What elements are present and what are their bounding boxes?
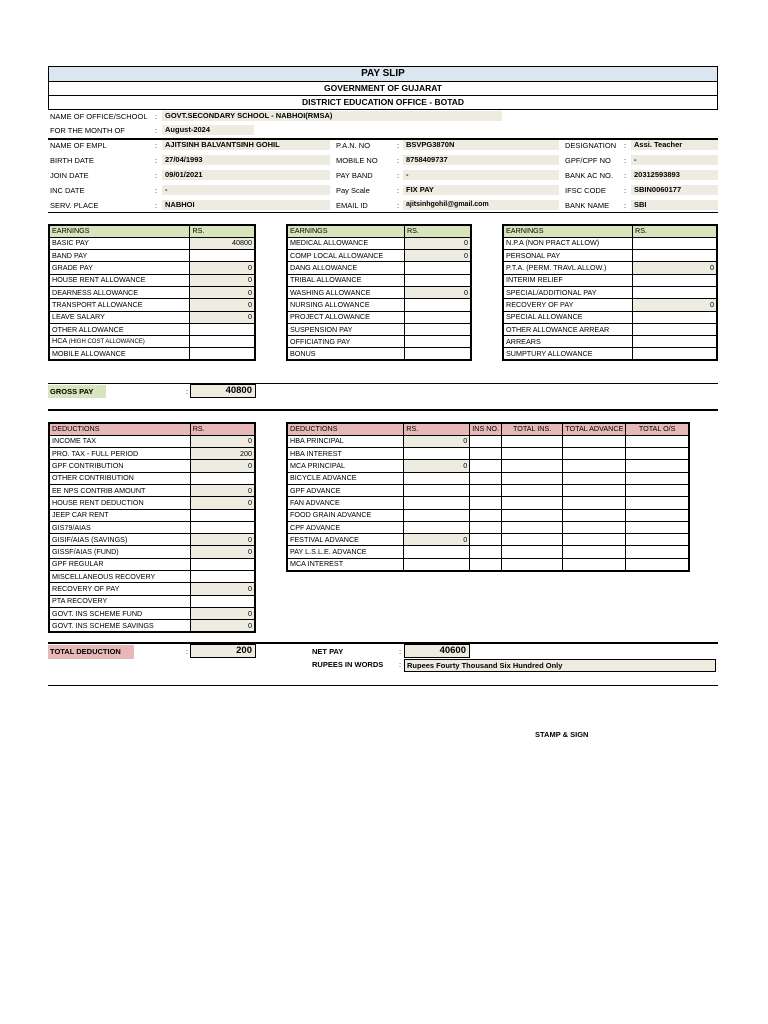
empty-cell <box>563 558 626 570</box>
empty-cell <box>563 460 626 472</box>
deduction-label: FOOD GRAIN ADVANCE <box>287 509 404 521</box>
birth-label: BIRTH DATE <box>50 156 94 165</box>
email-value: ajitsinhgohil@gmail.com <box>403 200 559 210</box>
empty-cell <box>470 448 502 460</box>
empty-cell <box>502 484 563 496</box>
colon: : <box>397 186 400 195</box>
empty-cell <box>470 497 502 509</box>
net-pay-value: 40600 <box>404 644 470 658</box>
empty-cell <box>626 521 689 533</box>
empty-cell <box>626 509 689 521</box>
earning-label: MEDICAL ALLOWANCE <box>287 237 404 249</box>
empty-cell <box>626 534 689 546</box>
divider <box>48 409 718 411</box>
colon: : <box>155 171 158 180</box>
deduction-value <box>404 484 470 496</box>
colon: : <box>624 186 627 195</box>
band-value: - <box>403 170 559 180</box>
inc-label: INC DATE <box>50 186 85 195</box>
empty-cell <box>563 546 626 558</box>
earning-value <box>633 250 717 262</box>
deduction-value <box>190 571 255 583</box>
earning-value <box>633 348 717 360</box>
earning-label: SUMPTURY ALLOWANCE <box>503 348 633 360</box>
deductions-table-2 <box>286 422 690 572</box>
earning-value: 0 <box>404 250 471 262</box>
earnings-table-3 <box>502 224 718 361</box>
colon: : <box>397 141 400 150</box>
deduction-label: GISIF/AIAS (SAVINGS) <box>49 534 190 546</box>
inc-value: - <box>162 185 330 195</box>
earnings-head: EARNINGS <box>49 225 190 237</box>
government-title: GOVERNMENT OF GUJARAT <box>48 82 718 96</box>
band-label: PAY BAND <box>336 171 373 180</box>
bank-name-value: SBI <box>631 200 718 210</box>
rs-head: RS. <box>404 423 470 435</box>
pan-value: BSVPG3870N <box>403 140 559 150</box>
deduction-label: HBA PRINCIPAL <box>287 435 404 447</box>
earning-label: SUSPENSION PAY <box>287 323 404 335</box>
deduction-label: PAY L.S.L.E. ADVANCE <box>287 546 404 558</box>
deduction-value <box>190 472 255 484</box>
deductions-head: DEDUCTIONS <box>49 423 190 435</box>
place-label: SERV. PLACE <box>50 201 99 210</box>
divider <box>48 383 718 384</box>
earning-value: 0 <box>190 286 255 298</box>
empty-cell <box>563 534 626 546</box>
earning-label: SPECIAL/ADDITIONAL PAY <box>503 286 633 298</box>
stamp-sign: STAMP & SIGN <box>535 730 589 739</box>
hca-sublabel: (HIGH COST ALLOWANCE) <box>68 339 145 346</box>
name-value: AJITSINH BALVANTSINH GOHIL <box>162 140 330 150</box>
deduction-label: FAN ADVANCE <box>287 497 404 509</box>
total-deduction-label: TOTAL DEDUCTION <box>48 645 134 659</box>
colon: : <box>624 201 627 210</box>
earning-label: P.T.A. (PERM. TRAVL ALLOW.) <box>503 262 633 274</box>
deduction-label: MCA PRINCIPAL <box>287 460 404 472</box>
divider <box>48 212 718 213</box>
empty-cell <box>563 484 626 496</box>
earning-label: OTHER ALLOWANCE <box>49 323 190 335</box>
deduction-value: 0 <box>190 620 255 632</box>
earnings-head: EARNINGS <box>287 225 404 237</box>
deduction-label: FESTIVAL ADVANCE <box>287 534 404 546</box>
birth-value: 27/04/1993 <box>162 155 330 165</box>
earning-value <box>404 348 471 360</box>
colon: : <box>399 647 402 656</box>
ins-no-head: INS NO. <box>470 423 502 435</box>
earning-label: OFFICIATING PAY <box>287 336 404 348</box>
total-ins-head: TOTAL INS. <box>502 423 563 435</box>
empty-cell <box>470 546 502 558</box>
office-value: GOVT.SECONDARY SCHOOL - NABHOI(RMSA) <box>162 111 502 121</box>
email-label: EMAIL ID <box>336 201 368 210</box>
deduction-value: 0 <box>190 546 255 558</box>
total-os-head: TOTAL O/S <box>626 423 689 435</box>
colon: : <box>624 141 627 150</box>
deduction-value <box>190 595 255 607</box>
earning-label: HOUSE RENT ALLOWANCE <box>49 274 190 286</box>
month-value: August-2024 <box>162 125 254 135</box>
ifsc-value: SBIN0060177 <box>631 185 718 195</box>
earning-value <box>190 250 255 262</box>
deduction-value <box>404 448 470 460</box>
colon: : <box>399 660 402 669</box>
deduction-label: RECOVERY OF PAY <box>49 583 190 595</box>
colon: : <box>397 201 400 210</box>
gross-pay-label: GROSS PAY <box>48 385 106 398</box>
pay-slip-title: PAY SLIP <box>48 66 718 82</box>
empty-cell <box>470 435 502 447</box>
empty-cell <box>502 435 563 447</box>
deduction-value: 0 <box>190 435 255 447</box>
name-label: NAME OF EMPL <box>50 141 107 150</box>
earning-label: GRADE PAY <box>49 262 190 274</box>
bank-ac-label: BANK AC NO. <box>565 171 613 180</box>
earning-value <box>633 286 717 298</box>
deduction-label: OTHER CONTRIBUTION <box>49 472 190 484</box>
empty-cell <box>502 534 563 546</box>
empty-cell <box>563 521 626 533</box>
empty-cell <box>470 521 502 533</box>
designation-label: DESIGNATION <box>565 141 617 150</box>
gross-pay-value: 40800 <box>190 384 256 398</box>
colon: : <box>155 201 158 210</box>
earning-label: SPECIAL ALLOWANCE <box>503 311 633 323</box>
rupees-in-words-label: RUPEES IN WORDS <box>312 660 384 669</box>
deduction-label: BICYCLE ADVANCE <box>287 472 404 484</box>
earning-value: 0 <box>633 299 717 311</box>
earning-label: TRANSPORT ALLOWANCE <box>49 299 190 311</box>
earning-label: OTHER ALLOWANCE ARREAR <box>503 323 633 335</box>
divider <box>48 138 718 140</box>
earning-value <box>404 262 471 274</box>
deduction-value <box>404 509 470 521</box>
deduction-label: GISSF/AIAS (FUND) <box>49 546 190 558</box>
earning-value <box>633 336 717 348</box>
deduction-value: 0 <box>190 484 255 496</box>
empty-cell <box>502 448 563 460</box>
earnings-table-2 <box>286 224 472 361</box>
bank-ac-value: 20312593893 <box>631 170 718 180</box>
deductions-table-1 <box>48 422 256 633</box>
deduction-value: 0 <box>190 460 255 472</box>
deduction-label: JEEP CAR RENT <box>49 509 190 521</box>
mobile-label: MOBILE NO <box>336 156 378 165</box>
deduction-label: PTA RECOVERY <box>49 595 190 607</box>
total-advance-head: TOTAL ADVANCE <box>563 423 626 435</box>
empty-cell <box>502 509 563 521</box>
join-value: 09/01/2021 <box>162 170 330 180</box>
empty-cell <box>470 558 502 570</box>
earning-label: RECOVERY OF PAY <box>503 299 633 311</box>
earning-value <box>404 299 471 311</box>
empty-cell <box>563 509 626 521</box>
empty-cell <box>563 435 626 447</box>
empty-cell <box>563 472 626 484</box>
earning-label: DANG ALLOWANCE <box>287 262 404 274</box>
colon: : <box>155 126 158 135</box>
earning-value: 0 <box>633 262 717 274</box>
earning-value: 40800 <box>190 237 255 249</box>
earning-value: 0 <box>404 237 471 249</box>
earnings-head: EARNINGS <box>503 225 633 237</box>
earning-label: INTERIM RELIEF <box>503 274 633 286</box>
deduction-label: GPF ADVANCE <box>287 484 404 496</box>
colon: : <box>397 156 400 165</box>
deduction-label: GPF CONTRIBUTION <box>49 460 190 472</box>
empty-cell <box>626 497 689 509</box>
colon: : <box>155 112 158 121</box>
earning-value <box>404 336 471 348</box>
empty-cell <box>502 521 563 533</box>
total-deduction-value: 200 <box>190 644 256 658</box>
empty-cell <box>626 460 689 472</box>
empty-cell <box>502 558 563 570</box>
net-pay-label: NET PAY <box>312 647 344 656</box>
empty-cell <box>470 509 502 521</box>
divider <box>48 642 718 644</box>
deduction-value: 0 <box>404 460 470 472</box>
deduction-value: 0 <box>404 534 470 546</box>
rs-head: RS. <box>404 225 471 237</box>
empty-cell <box>470 484 502 496</box>
deduction-value: 0 <box>190 534 255 546</box>
office-title: DISTRICT EDUCATION OFFICE - BOTAD <box>48 96 718 110</box>
earning-label: BAND PAY <box>49 250 190 262</box>
earning-value <box>633 274 717 286</box>
earning-label: BONUS <box>287 348 404 360</box>
empty-cell <box>502 472 563 484</box>
colon: : <box>155 141 158 150</box>
empty-cell <box>502 460 563 472</box>
empty-cell <box>626 546 689 558</box>
empty-cell <box>502 546 563 558</box>
hca-label: HCA <box>52 336 67 346</box>
deduction-label: GIS79/AIAS <box>49 521 190 533</box>
gpf-label: GPF/CPF NO <box>565 156 611 165</box>
earning-label: COMP LOCAL ALLOWANCE <box>287 250 404 262</box>
earning-value: 0 <box>404 286 471 298</box>
designation-value: Assi. Teacher <box>631 140 718 150</box>
pan-label: P.A.N. NO <box>336 141 371 150</box>
mobile-value: 8758409737 <box>403 155 559 165</box>
bank-name-label: BANK NAME <box>565 201 610 210</box>
rupees-in-words-value: Rupees Fourty Thousand Six Hundred Only <box>404 659 716 672</box>
empty-cell <box>626 435 689 447</box>
gpf-value: - <box>631 155 718 165</box>
earning-value <box>404 274 471 286</box>
colon: : <box>186 647 189 656</box>
earning-value <box>633 323 717 335</box>
scale-label: Pay Scale <box>336 186 370 195</box>
rs-head: RS. <box>633 225 717 237</box>
deduction-value <box>404 472 470 484</box>
colon: : <box>624 171 627 180</box>
office-label: NAME OF OFFICE/SCHOOL <box>50 112 148 121</box>
ifsc-label: IFSC CODE <box>565 186 606 195</box>
join-label: JOIN DATE <box>50 171 89 180</box>
deduction-label: GOVT. INS SCHEME FUND <box>49 607 190 619</box>
earning-label <box>49 336 190 348</box>
colon: : <box>397 171 400 180</box>
colon: : <box>155 186 158 195</box>
earning-value <box>190 323 255 335</box>
earning-value <box>404 323 471 335</box>
earning-value <box>404 311 471 323</box>
earning-label: PERSONAL PAY <box>503 250 633 262</box>
earning-label: LEAVE SALARY <box>49 311 190 323</box>
empty-cell <box>563 448 626 460</box>
deduction-value: 0 <box>190 583 255 595</box>
deduction-value <box>190 509 255 521</box>
deductions-head: DEDUCTIONS <box>287 423 404 435</box>
empty-cell <box>470 460 502 472</box>
empty-cell <box>626 484 689 496</box>
deduction-label: EE NPS CONTRIB AMOUNT <box>49 484 190 496</box>
earning-label: BASIC PAY <box>49 237 190 249</box>
rs-head: RS. <box>190 225 255 237</box>
deduction-label: MISCELLANEOUS RECOVERY <box>49 571 190 583</box>
earning-value: 0 <box>190 274 255 286</box>
earning-value <box>190 348 255 360</box>
deduction-value <box>404 558 470 570</box>
deduction-value <box>190 521 255 533</box>
earning-value <box>633 237 717 249</box>
deduction-label: CPF ADVANCE <box>287 521 404 533</box>
deduction-label: HOUSE RENT DEDUCTION <box>49 497 190 509</box>
deduction-label: GPF REGULAR <box>49 558 190 570</box>
earning-label: NURSING ALLOWANCE <box>287 299 404 311</box>
earning-value <box>190 336 255 348</box>
divider <box>48 685 718 686</box>
earning-label: MOBILE ALLOWANCE <box>49 348 190 360</box>
empty-cell <box>470 472 502 484</box>
deduction-value: 200 <box>190 448 255 460</box>
deduction-value: 0 <box>404 435 470 447</box>
earnings-table-1 <box>48 224 256 361</box>
month-label: FOR THE MONTH OF <box>50 126 125 135</box>
deduction-value <box>404 546 470 558</box>
empty-cell <box>626 472 689 484</box>
earning-label: WASHING ALLOWANCE <box>287 286 404 298</box>
deduction-value <box>404 521 470 533</box>
empty-cell <box>563 497 626 509</box>
colon: : <box>624 156 627 165</box>
earning-value: 0 <box>190 262 255 274</box>
colon: : <box>155 156 158 165</box>
earning-value: 0 <box>190 311 255 323</box>
rs-head: RS. <box>190 423 255 435</box>
deduction-label: PRO. TAX - FULL PERIOD <box>49 448 190 460</box>
earning-label: PROJECT ALLOWANCE <box>287 311 404 323</box>
place-value: NABHOI <box>162 200 330 210</box>
earning-label: TRIBAL ALLOWANCE <box>287 274 404 286</box>
deduction-label: GOVT. INS SCHEME SAVINGS <box>49 620 190 632</box>
empty-cell <box>502 497 563 509</box>
deduction-value <box>190 558 255 570</box>
deduction-label: INCOME TAX <box>49 435 190 447</box>
earning-label: N.P.A (NON PRACT ALLOW) <box>503 237 633 249</box>
empty-cell <box>470 534 502 546</box>
empty-cell <box>626 448 689 460</box>
deduction-label: MCA INTEREST <box>287 558 404 570</box>
earning-label: ARREARS <box>503 336 633 348</box>
earning-label: DEARNESS ALLOWANCE <box>49 286 190 298</box>
colon: : <box>186 387 189 396</box>
earning-value: 0 <box>190 299 255 311</box>
scale-value: FIX PAY <box>403 185 559 195</box>
deduction-value <box>404 497 470 509</box>
deduction-value: 0 <box>190 497 255 509</box>
deduction-value: 0 <box>190 607 255 619</box>
empty-cell <box>626 558 689 570</box>
earning-value <box>633 311 717 323</box>
deduction-label: HBA INTEREST <box>287 448 404 460</box>
